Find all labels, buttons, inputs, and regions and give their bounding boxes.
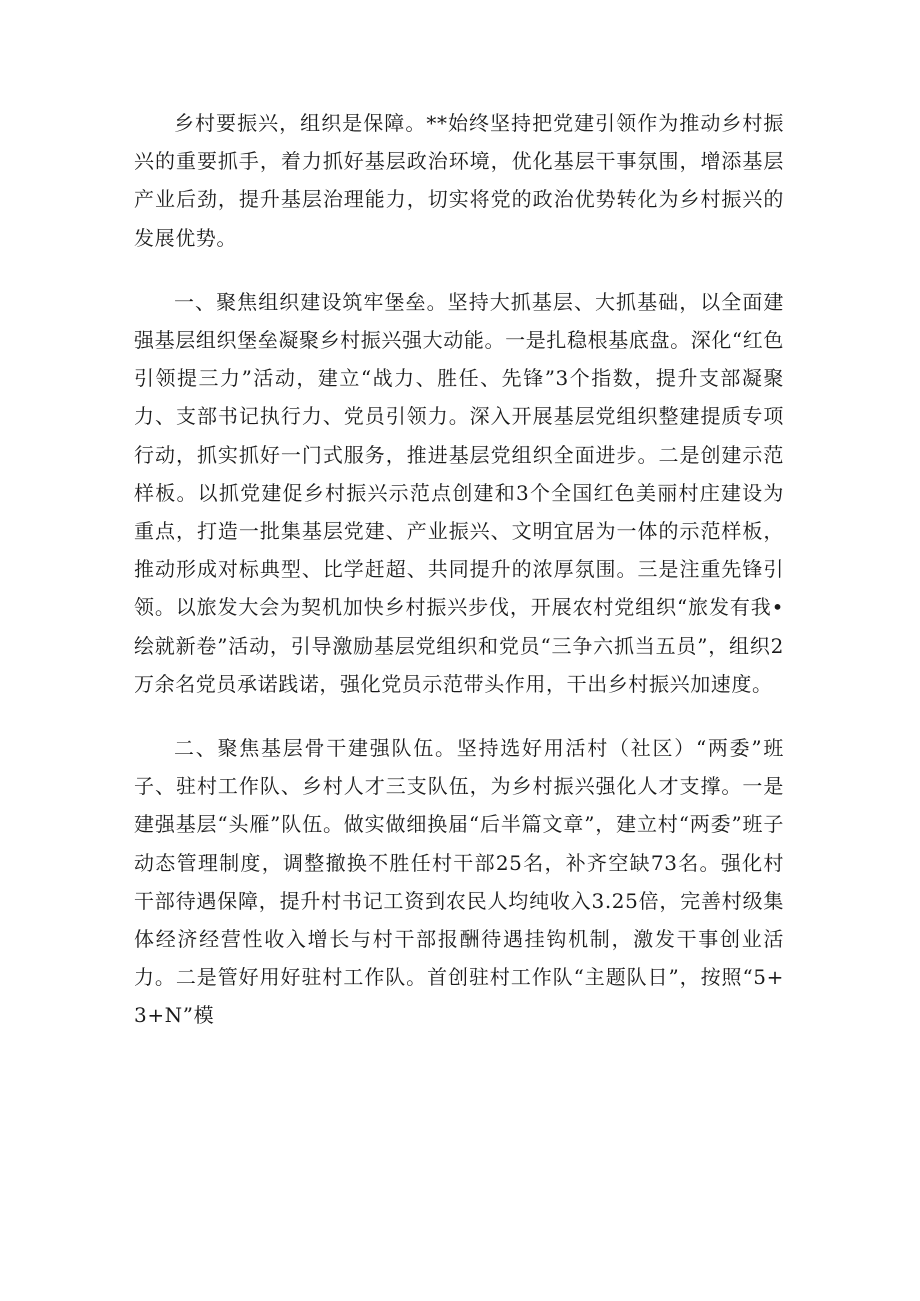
paragraph-intro: 乡村要振兴，组织是保障。**始终坚持把党建引领作为推动乡村振兴的重要抓手，着力抓好基层政治环境，优化基层干事氛围，增添基层产业后劲，提升基层治理能力，切实将党的政治优势转化为乡村振兴的发展优势。 <box>134 111 784 250</box>
paragraph-section-one: 一、聚焦组织建设筑牢堡垒。坚持大抓基层、大抓基础，以全面建强基层组织堡垒凝聚乡村振兴强大动能。一是扎稳根基底盘。深化“红色引领提三力”活动，建立“战力、胜任、先锋”3个指数，提升支部凝聚力、支部书记执行力、党员引领力。深入开展基层党组织整建提质专项行动，抓实抓好一门式服务，推进基层党组织全面进步。二是创建示范样板。以抓党建促乡村振兴示范点创建和3个全国红色美丽村庄建设为重点，打造一批集基层党建、产业振兴、文明宜居为一体的示范样板，推动形成对标典型、比学赶超、共同提升的浓厚氛围。三是注重先锋引领。以旅发大会为契机加快乡村振兴步伐，开展农村党组织“旅发有我•绘就新卷”活动，引导激励基层党组织和党员“三争六抓当五员”，组织2万余名党员承诺践诺，强化党员示范带头作用，干出乡村振兴加速度。 <box>134 289 784 696</box>
paragraph-section-two: 二、聚焦基层骨干建强队伍。坚持选好用活村（社区）“两委”班子、驻村工作队、乡村人才三支队伍，为乡村振兴强化人才支撑。一是建强基层“头雁”队伍。做实做细换届“后半篇文章”，建立村“两委”班子动态管理制度，调整撤换不胜任村干部25名，补齐空缺73名。强化村干部待遇保障，提升村书记工资到农民人均纯收入3.25倍，完善村级集体经济经营性收入增长与村干部报酬待遇挂钩机制，激发干事创业活力。二是管好用好驻村工作队。首创驻村工作队“主题队日”，按照“5+3+N”模 <box>134 736 784 1028</box>
document-body <box>134 104 784 1061</box>
